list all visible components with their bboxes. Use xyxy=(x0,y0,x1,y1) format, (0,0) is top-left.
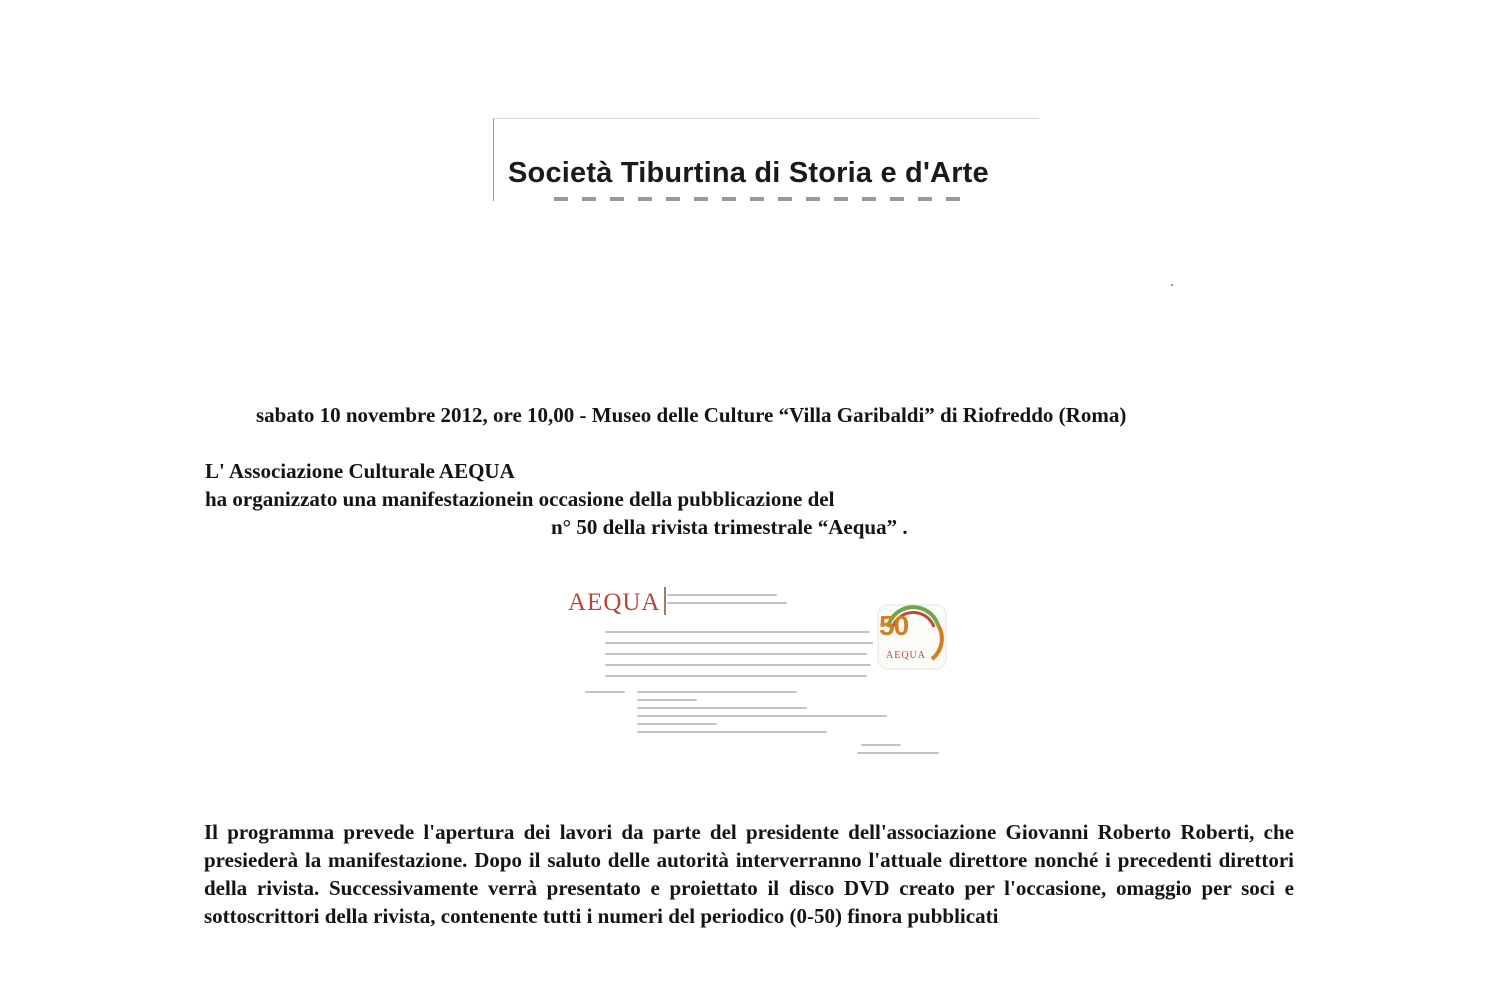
aequa-logo-text: AEQUA xyxy=(568,589,661,616)
aequa-logo xyxy=(568,587,666,617)
flyer-faint-text xyxy=(637,723,717,725)
flyer-faint-text xyxy=(637,731,827,733)
flyer-faint-text xyxy=(605,675,867,677)
logo-divider xyxy=(664,587,666,615)
intro-line: n° 50 della rivista trimestrale “Aequa” . xyxy=(551,515,908,539)
flyer-faint-text xyxy=(605,653,867,655)
intro-line: ha organizzato una manifestazionein occasione della pubblicazione del xyxy=(205,487,835,511)
badge-label: AEQUA xyxy=(886,650,926,661)
flyer-faint-text xyxy=(605,642,873,644)
flyer-faint-text xyxy=(637,715,887,717)
flyer-faint-text xyxy=(637,691,797,693)
flyer-faint-text xyxy=(637,707,807,709)
cropped-subtitle-line xyxy=(554,197,974,201)
intro-line: L' Associazione Culturale AEQUA xyxy=(205,459,515,483)
flyer-faint-text xyxy=(857,752,939,754)
badge-number: 50 xyxy=(879,610,909,641)
letterhead xyxy=(493,118,1039,201)
flyer-faint-text xyxy=(667,602,787,604)
invitation-flyer-image xyxy=(565,580,955,760)
flyer-faint-text xyxy=(605,631,870,633)
flyer-faint-text xyxy=(637,699,697,701)
scan-speck xyxy=(1171,284,1173,286)
event-date-line: sabato 10 novembre 2012, ore 10,00 - Museo delle Culture “Villa Garibaldi” di Riofreddo (Roma) xyxy=(256,403,1127,427)
flyer-faint-text xyxy=(605,664,871,666)
flyer-faint-text xyxy=(585,691,625,693)
flyer-faint-text xyxy=(667,594,777,596)
flyer-faint-text xyxy=(861,744,901,746)
program-paragraph: Il programma prevede l'apertura dei lavori da parte del presidente dell'associazione Giovanni Roberto Roberti, che presiederà la manifestazione. Dopo il saluto delle autorità interverranno l'attuale direttore nonché i precedenti direttori della rivista. Successivamente verrà presentato e proiettato il disco DVD creato per l'occasione, omaggio per soci e sottoscrittori della rivista, contenente tutti i numeri del periodico (0-50) finora pubblicati xyxy=(204,820,1294,928)
intro-paragraph xyxy=(205,457,908,541)
society-title: Società Tiburtina di Storia e d'Arte xyxy=(508,157,989,189)
